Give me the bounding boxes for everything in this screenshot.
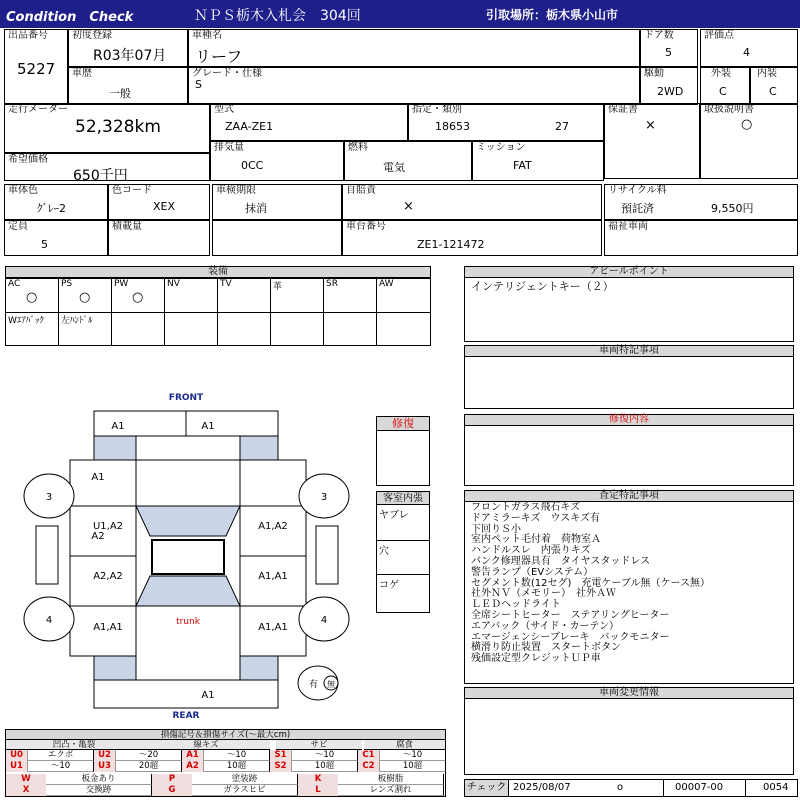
legend-code: U3 bbox=[94, 761, 116, 772]
inspection-note-line: セグメント数(12セグ) 充電ケーブル無（ケース無） bbox=[471, 577, 711, 589]
legend-code: W bbox=[6, 774, 46, 785]
legend-desc: 〜10 bbox=[28, 761, 94, 772]
legend-desc: エクボ bbox=[28, 750, 94, 761]
inspection-note-line: ハンドルスレ 内張りキズ bbox=[471, 545, 591, 557]
inspection-notes-panel: 査定特記事項 フロントガラス飛石キズ ドアミラーキズ ウスキズ有 下回りＳ小 室内ペット毛付着 荷物室Ａ ハンドルスレ 内張りキズ パンク修理器具有 タイヤスタッドレス 警告ランプ（EVシステム） セグメント数(12セグ) 充電ケーブル無（ケース無） 社外ＮＶ（メモリー） 社外ＡＷ ＬＥＤヘッドライト 全席シートヒーター ステアリングヒーター エアバック（サイド・カーテン） エマージェンシーブレーキ バックモニター 横滑り防止装置 スタートボタン 残価設定型クレジットＵＰ車 bbox=[464, 490, 794, 684]
color-cell: 車体色 ｸﾞﾚｰ2 bbox=[4, 184, 108, 220]
legend-desc: 〜10 bbox=[204, 750, 270, 761]
legend-code: U0 bbox=[6, 750, 28, 761]
inspection-note-line: ドアミラーキズ ウスキズ有 bbox=[471, 512, 600, 524]
legend-desc: 塗装跡 bbox=[192, 774, 298, 785]
car-name: リーフ bbox=[195, 47, 243, 66]
legend-desc: 10超 bbox=[204, 761, 270, 772]
inspection-note-line: 社外ＮＶ（メモリー） 社外ＡＷ bbox=[471, 588, 616, 600]
legend-desc: 板樹脂 bbox=[338, 774, 444, 785]
load-cell: 積載量 bbox=[108, 220, 210, 256]
brand-title: Condition Check bbox=[6, 10, 134, 25]
inspection-note-line: 下回りＳ小 bbox=[471, 523, 521, 535]
car-name-cell: 車種名 リーフ bbox=[188, 29, 640, 67]
inspection-note-line: 全席シートヒーター ステアリングヒーター bbox=[471, 609, 670, 621]
legend-desc: 〜10 bbox=[380, 750, 446, 761]
lot-no: 5227 bbox=[17, 60, 56, 78]
legend-code: P bbox=[152, 774, 192, 785]
equipment-cell: 革 bbox=[271, 278, 324, 312]
inspection-note-line: エマージェンシーブレーキ バックモニター bbox=[471, 631, 670, 643]
history-cell: 車歴 一般 bbox=[68, 67, 188, 105]
mark-rear: A1 bbox=[201, 690, 215, 701]
mileage-cell: 走行メーター 52,328km bbox=[4, 103, 210, 153]
damage-legend: 損傷記号＆損傷サイズ(〜最大cm) 凹凸・亀裂 線キズ サビ 腐食 U0 エクボ U2 〜20 A1 〜10 S1 〜10 C1 〜10 U1 〜10 U3 20超 A2 10超 S2 10超 C2 10超 W 板金あり P 塗装跡 K 板樹脂 X 交換跡 G ガラスヒビ L レンズ割れ bbox=[5, 729, 446, 797]
inspection-notes-list bbox=[471, 503, 789, 665]
fuel-cell: 燃料 電気 bbox=[344, 141, 472, 181]
legend-code: S1 bbox=[270, 750, 292, 761]
special-notes-panel: 車両特記事項 bbox=[464, 345, 794, 409]
inspection-note-line: 残価設定型クレジットＵＰ車 bbox=[471, 653, 601, 665]
equipment-cell: PW ○ bbox=[112, 278, 165, 312]
first-reg-cell: 初度登録 R03年07月 bbox=[68, 29, 188, 67]
int-cell: 内装 C bbox=[750, 67, 798, 105]
legend-desc: 10超 bbox=[292, 761, 358, 772]
inspection-note-line: ＬＥＤヘッドライト bbox=[471, 599, 561, 611]
ext-cell: 外装 C bbox=[700, 67, 750, 105]
appeal-panel: アピールポイント インテリジェントキー（２） bbox=[464, 266, 794, 342]
chassis-cell: 車台番号 ZE1-121472 bbox=[342, 220, 602, 256]
equipment-cell bbox=[112, 312, 165, 346]
repair-box: 修復 bbox=[376, 416, 430, 486]
inspection-note-line: 横滑り防止装置 スタートボタン bbox=[471, 642, 621, 654]
equipment-cell: NV bbox=[165, 278, 218, 312]
tire-rr-mark: 4 bbox=[320, 615, 328, 626]
equipment-cell: 左ﾊﾝﾄﾞﾙ bbox=[59, 312, 112, 346]
mission-cell: ミッション FAT bbox=[472, 141, 604, 181]
legend-code: X bbox=[6, 785, 46, 796]
legend-code: C1 bbox=[358, 750, 380, 761]
equipment-cell bbox=[165, 312, 218, 346]
legend-desc: 交換跡 bbox=[46, 785, 152, 796]
legend-group: 線キズ bbox=[142, 740, 270, 750]
legend-desc: 20超 bbox=[116, 761, 182, 772]
legend-desc: 〜10 bbox=[292, 750, 358, 761]
inspection-cell: 車検期限 抹消 bbox=[212, 184, 342, 220]
header-bar bbox=[0, 0, 800, 28]
appeal-text: インテリジェントキー（２） bbox=[471, 280, 614, 293]
inspection-note-line: 警告ランプ（EVシステム） bbox=[471, 566, 594, 578]
legend-desc: 板金あり bbox=[46, 774, 152, 785]
inspection-note-line: エアバック（サイド・カーテン） bbox=[471, 620, 619, 632]
grade-cell: グレード・仕様 S bbox=[188, 67, 640, 105]
capacity-cell: 定員 5 bbox=[4, 220, 108, 256]
first-reg: R03年07月 bbox=[93, 48, 167, 64]
spare-nashi: 無 bbox=[327, 680, 335, 689]
legend-desc: ガラスヒビ bbox=[192, 785, 298, 796]
auction-title: ＮＰＳ栃木入札会 304回 bbox=[194, 8, 361, 24]
mark-front-left: A1 bbox=[111, 421, 125, 432]
equipment-cell bbox=[377, 312, 430, 346]
mark-r-front-door: A1,A2 bbox=[258, 521, 288, 532]
tire-fr-mark: 3 bbox=[320, 492, 328, 503]
equipment-title: 装備 bbox=[6, 267, 430, 278]
mark-l-rear-door: A2,A2 bbox=[93, 571, 123, 582]
check-date: 2025/08/07 bbox=[513, 782, 571, 793]
equipment-cell: TV bbox=[218, 278, 271, 312]
inspection-note-line: 室内ペット毛付着 荷物室Ａ bbox=[471, 534, 601, 546]
legend-desc: レンズ割れ bbox=[338, 785, 444, 796]
mileage: 52,328km bbox=[75, 117, 161, 137]
inspection-note-line: フロントガラス飛石キズ bbox=[471, 502, 581, 513]
chassis-no: ZE1-121472 bbox=[417, 238, 485, 251]
check-row: チェック 2025/08/07 o 00007-00 0054 bbox=[464, 779, 798, 797]
tire-rl-mark: 4 bbox=[45, 615, 53, 626]
legend-code: K bbox=[298, 774, 338, 785]
legend-code: U1 bbox=[6, 761, 28, 772]
displacement-cell: 排気量 0CC bbox=[210, 141, 344, 181]
legend-group: 凹凸・亀裂 bbox=[6, 740, 142, 750]
warranty-cell: 保証書 × bbox=[604, 103, 700, 179]
price-cell: 希望価格 650千円 bbox=[4, 153, 210, 181]
legend-desc: 10超 bbox=[380, 761, 446, 772]
rating: 4 bbox=[743, 46, 750, 59]
mark-r-rear-fender: A1,A1 bbox=[258, 622, 288, 633]
equipment-cell: AW bbox=[377, 278, 430, 312]
legend-code: S2 bbox=[270, 761, 292, 772]
color-code-cell: 色コード XEX bbox=[108, 184, 210, 220]
equipment-table bbox=[5, 266, 431, 346]
spare-ari: 有 bbox=[308, 680, 318, 690]
equipment-cell bbox=[271, 312, 324, 346]
mark-l-front-door: U1,A2 bbox=[92, 521, 124, 532]
rating-cell: 評価点 4 bbox=[700, 29, 798, 67]
rear-label: REAR bbox=[172, 711, 200, 721]
legend-code: L bbox=[298, 785, 338, 796]
trunk-label: trunk bbox=[176, 617, 200, 627]
equipment-cell bbox=[218, 312, 271, 346]
blank-cell bbox=[212, 220, 342, 256]
vehicle-info-grid bbox=[4, 29, 798, 259]
repair-content-panel: 修復内容 bbox=[464, 414, 794, 486]
welfare-cell: 福祉車両 bbox=[604, 220, 798, 256]
legend-group: 腐食 bbox=[364, 740, 445, 750]
legend-code: G bbox=[152, 785, 192, 796]
legend-code: A1 bbox=[182, 750, 204, 761]
equipment-cell: AC ○ bbox=[6, 278, 59, 312]
equipment-cell: PS ○ bbox=[59, 278, 112, 312]
price: 650千円 bbox=[73, 168, 128, 184]
tire-fl-mark: 3 bbox=[45, 492, 53, 503]
inspection-note-line: パンク修理器具有 タイヤスタッドレス bbox=[471, 555, 651, 567]
drive-cell: 駆動 2WD bbox=[640, 67, 698, 105]
mark-r-rear-door: A1,A1 bbox=[258, 571, 288, 582]
manual-cell: 取扱説明書 ○ bbox=[700, 103, 798, 179]
mark-front-right: A1 bbox=[201, 421, 215, 432]
change-info-panel: 車両変更情報 bbox=[464, 687, 794, 775]
doors-cell: ドア数 5 bbox=[640, 29, 698, 67]
mark-hood-left: A1 bbox=[91, 472, 105, 483]
designation-cell: 指定・類別 18653 27 bbox=[408, 103, 604, 141]
equipment-cell: SR bbox=[324, 278, 377, 312]
legend-code: U2 bbox=[94, 750, 116, 761]
legend-code: A2 bbox=[182, 761, 204, 772]
mark-l-front-door-2: A2 bbox=[91, 531, 105, 542]
pickup-location: 引取場所：栃木県小山市 bbox=[486, 8, 619, 22]
equipment-cell bbox=[324, 312, 377, 346]
model-cell: 型式 ZAA-ZE1 bbox=[210, 103, 408, 141]
cabin-interior-box: 客室内張 ヤブレ 穴 コゲ bbox=[376, 491, 430, 613]
legend-desc: 〜20 bbox=[116, 750, 182, 761]
front-label: FRONT bbox=[168, 393, 204, 403]
lot-no-cell: 出品番号 5227 bbox=[4, 29, 68, 105]
mark-l-rear-fender: A1,A1 bbox=[93, 622, 123, 633]
recycle-cell: リサイクル料 預託済 9,550円 bbox=[604, 184, 798, 220]
equipment-cell: Wｴｱﾊﾞｯｸ bbox=[6, 312, 59, 346]
insurance-cell: 自賠責 × bbox=[342, 184, 602, 220]
legend-group: サビ bbox=[276, 740, 362, 750]
legend-code: C2 bbox=[358, 761, 380, 772]
